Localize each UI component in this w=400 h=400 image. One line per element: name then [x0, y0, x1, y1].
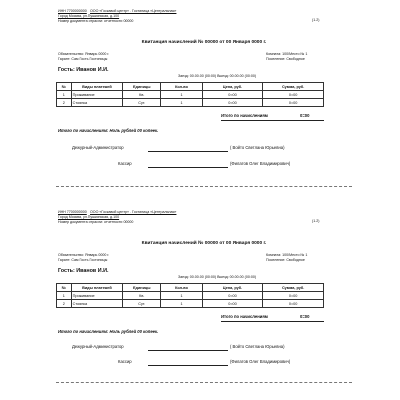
- table-header-row: [57, 284, 324, 292]
- cashier-label: Кассир: [118, 359, 132, 364]
- column-header: Единицы: [123, 83, 161, 91]
- organization-text: ООО «Госкавой центр» . Гостиница «Центральная»: [90, 210, 177, 214]
- column-header: Кол-во: [161, 83, 202, 91]
- receipt-title: Квитанция начислений № 00000 от 00 Января 0000 г.: [141, 241, 267, 246]
- column-header: №: [57, 83, 72, 91]
- column-header: Сумма, руб.: [263, 83, 324, 91]
- column-header: Виды платежей: [71, 284, 123, 292]
- table-cell: 0=00: [263, 300, 324, 308]
- duty-admin-signature-line: [148, 350, 228, 351]
- duty-admin-name: ( Войто Светлана Юрьевна): [230, 344, 285, 349]
- table-cell: 1: [57, 91, 72, 99]
- table-cell: 1: [161, 292, 202, 300]
- duty-admin-label: Дежурный-Администратор: [72, 344, 124, 349]
- inn-text: ИНН 7700000000: [58, 9, 87, 13]
- table-row: [57, 292, 324, 300]
- address-text: Город Москва, ул.Пушкинская, д.100: [58, 14, 120, 18]
- duty-admin-signature-line: [148, 151, 228, 152]
- cut-line: [56, 186, 352, 187]
- table-row: [57, 91, 324, 99]
- table-cell: 2: [57, 99, 72, 107]
- cashier-signature-line: [148, 167, 228, 168]
- table-cell: 0=00: [263, 99, 324, 107]
- table-cell: Кв.: [123, 91, 161, 99]
- table-cell: Проживание: [71, 91, 123, 99]
- total-label: Итого по начислениям: [221, 314, 268, 319]
- total-in-words: Итого по начислениям: Ноль рублей 00 копеек.: [58, 329, 159, 334]
- arrival-departure-text: Заезд: 00.00.00 (00:00) Выезд: 00.00.00 (00:00): [178, 74, 257, 78]
- table-cell: 1: [161, 300, 202, 308]
- table-cell: 0=00: [202, 91, 263, 99]
- address-text: Город Москва, ул.Пушкинская, д.100: [58, 215, 120, 219]
- total-value: 0=00: [300, 113, 310, 118]
- cashier-name: (Филатов Олег Владимирович): [230, 359, 291, 364]
- table-cell: Сут.: [123, 300, 161, 308]
- table-cell: Стоянка: [71, 99, 123, 107]
- cashier-name: (Филатов Олег Владимирович): [230, 161, 291, 166]
- inn-text: ИНН 7700000000: [58, 210, 87, 214]
- column-header: №: [57, 284, 72, 292]
- duty-admin-name: ( Войто Светлана Юрьевна): [230, 145, 285, 150]
- column-header: Единицы: [123, 284, 161, 292]
- cashier-signature-line: [148, 365, 228, 366]
- duty-admin-label: Дежурный-Администратор: [72, 145, 124, 150]
- accommodation-text: Поселение: Свободное: [266, 57, 305, 61]
- column-header: Цена, руб.: [202, 284, 263, 292]
- table-cell: 0=00: [202, 300, 263, 308]
- table-cell: 0=00: [263, 292, 324, 300]
- guarantor-text: Гарант: Сам Гость Гостиницы: [58, 57, 108, 61]
- copy-mark: (1.2): [312, 18, 320, 22]
- total-underline: [221, 321, 324, 322]
- room-text: Комната: 100/Место № 1: [266, 52, 308, 56]
- total-in-words: Итого по начислениям: Ноль рублей 00 копеек.: [58, 128, 159, 133]
- cut-line: [56, 382, 352, 383]
- table-cell: Сут.: [123, 99, 161, 107]
- cashier-label: Кассир: [118, 161, 132, 166]
- table-cell: 2: [57, 300, 72, 308]
- obligation-text: Обязательство: Январь 0000 г.: [58, 253, 110, 257]
- table-cell: 1: [161, 99, 202, 107]
- charges-table: [56, 82, 324, 107]
- table-cell: 0=00: [263, 91, 324, 99]
- room-text: Комната: 100/Место № 1: [266, 253, 308, 257]
- document-number-text: Номер документа отрасли: отчетности 00000: [58, 220, 134, 224]
- table-cell: Проживание: [71, 292, 123, 300]
- guest-name: Гость: Иванов И.И.: [58, 67, 109, 73]
- table-cell: Стоянка: [71, 300, 123, 308]
- obligation-text: Обязательство: Январь 0000 г.: [58, 52, 110, 56]
- arrival-departure-text: Заезд: 00.00.00 (00:00) Выезд: 00.00.00 (00:00): [178, 275, 257, 279]
- total-value: 0=00: [300, 314, 310, 319]
- total-label: Итого по начислениям: [221, 113, 268, 118]
- document-number-text: Номер документа отрасли: отчетности 00000: [58, 19, 134, 23]
- table-row: [57, 99, 324, 107]
- table-cell: 0=00: [202, 292, 263, 300]
- charges-table: [56, 283, 324, 308]
- column-header: Цена, руб.: [202, 83, 263, 91]
- table-row: [57, 300, 324, 308]
- table-header-row: [57, 83, 324, 91]
- total-underline: [221, 120, 324, 121]
- copy-mark: (1.2): [312, 219, 320, 223]
- column-header: Кол-во: [161, 284, 202, 292]
- guest-name: Гость: Иванов И.И.: [58, 268, 109, 274]
- table-cell: 1: [161, 91, 202, 99]
- receipt-title: Квитанция начислений № 00000 от 00 Января 0000 г.: [141, 40, 267, 45]
- table-cell: 0=00: [202, 99, 263, 107]
- column-header: Сумма, руб.: [263, 284, 324, 292]
- organization-text: ООО «Госкавой центр» . Гостиница «Центральная»: [90, 9, 177, 13]
- document-page: [56, 10, 352, 390]
- guarantor-text: Гарант: Сам Гость Гостиницы: [58, 258, 108, 262]
- table-cell: 1: [57, 292, 72, 300]
- column-header: Виды платежей: [71, 83, 123, 91]
- accommodation-text: Поселение: Свободное: [266, 258, 305, 262]
- table-cell: Кв.: [123, 292, 161, 300]
